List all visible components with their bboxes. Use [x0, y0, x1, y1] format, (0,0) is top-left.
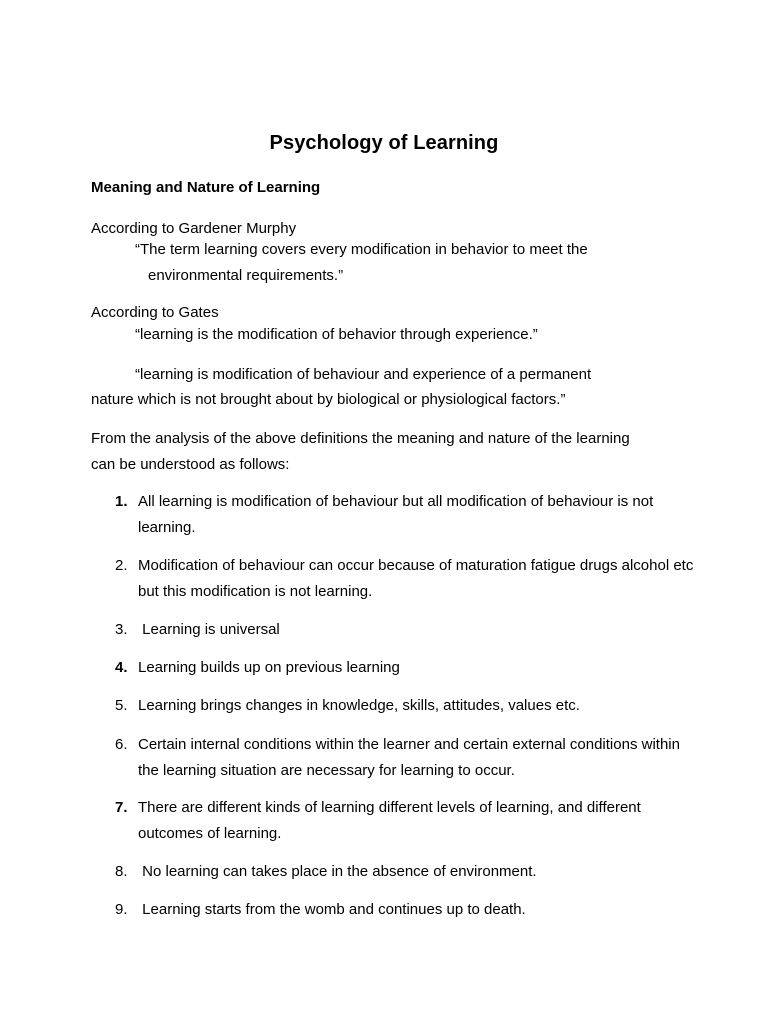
gates-quote: “learning is the modification of behavior through experience.” — [135, 326, 538, 343]
list-item-text: Learning starts from the womb and continues up to death. — [138, 901, 526, 918]
list-item-number: 8. — [115, 863, 128, 880]
murphy-quote-line2: environmental requirements.” — [148, 267, 344, 284]
list-item-number: 5. — [115, 697, 128, 714]
list-item-text: Modification of behaviour can occur because of maturation fatigue drugs alcohol etc but this modification is not learning. — [138, 557, 694, 600]
gates-attribution: According to Gates — [91, 304, 219, 321]
analysis-line2: can be understood as follows: — [91, 456, 290, 473]
list-item-text: No learning can takes place in the absence of environment. — [138, 863, 537, 880]
murphy-quote-line1: “The term learning covers every modification in behavior to meet the — [135, 241, 588, 258]
list-item-text: Learning brings changes in knowledge, skills, attitudes, values etc. — [138, 697, 580, 714]
list-item-text: Learning builds up on previous learning — [138, 659, 400, 676]
section-heading: Meaning and Nature of Learning — [91, 179, 321, 196]
list-item-number: 6. — [115, 736, 128, 753]
third-definition-line2: nature which is not brought about by biological or physiological factors.” — [91, 391, 566, 408]
analysis-line1: From the analysis of the above definitions the meaning and nature of the learning — [91, 430, 630, 447]
list-item-number: 2. — [115, 557, 128, 574]
list-item-number: 4. — [115, 659, 128, 676]
list-item-number: 1. — [115, 493, 128, 510]
page-title: Psychology of Learning — [269, 132, 499, 154]
third-definition-line1: “learning is modification of behaviour and experience of a permanent — [135, 366, 592, 383]
list-item-text: All learning is modification of behaviour but all modification of behaviour is not learning. — [138, 493, 654, 536]
murphy-attribution: According to Gardener Murphy — [91, 220, 297, 237]
list-item-text: Certain internal conditions within the learner and certain external conditions within the learning situation are necessary for learning to occur. — [138, 736, 680, 779]
list-item-number: 7. — [115, 799, 128, 816]
list-item-text: There are different kinds of learning different levels of learning, and different outcomes of learning. — [138, 799, 641, 842]
list-item-number: 9. — [115, 901, 128, 918]
list-item-text: Learning is universal — [138, 621, 280, 638]
list-item-number: 3. — [115, 621, 128, 638]
